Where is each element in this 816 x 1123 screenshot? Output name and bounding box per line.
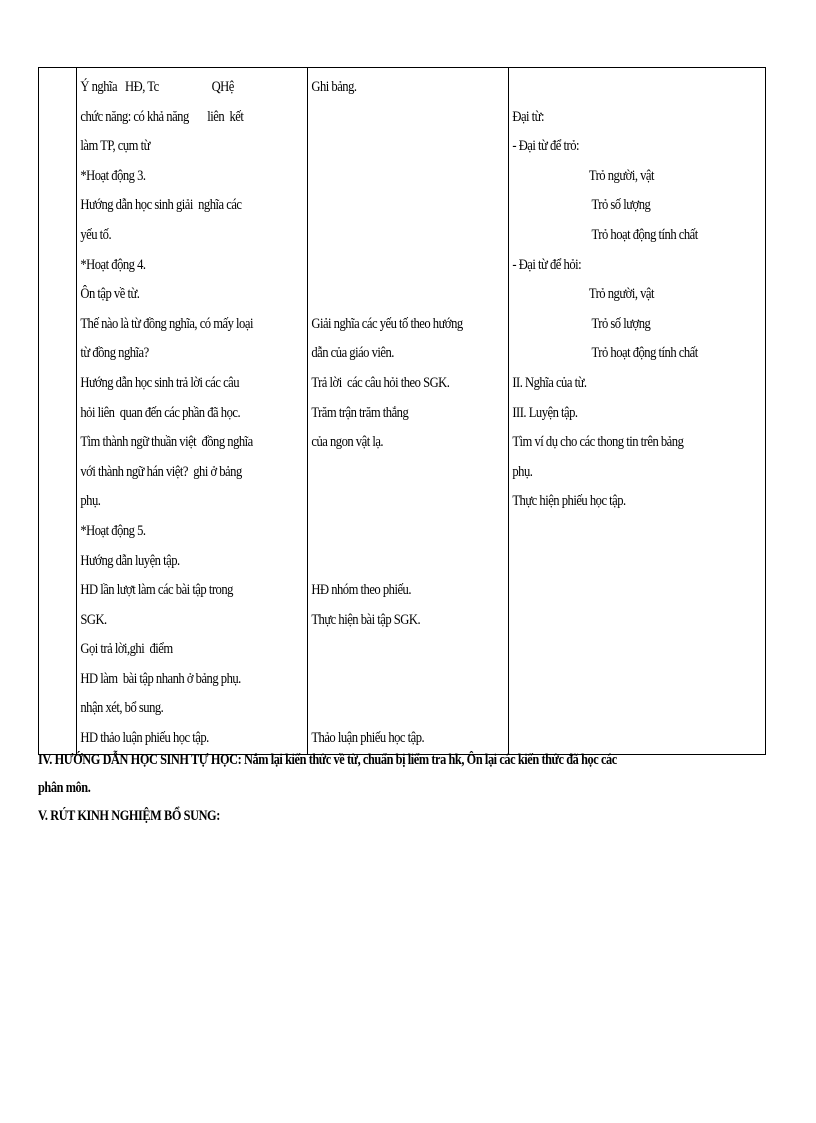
experience-notes-heading: V. RÚT KINH NGHIỆM BỔ SUNG: (38, 808, 220, 824)
lesson-content-line: Trỏ số lượng (512, 315, 651, 332)
student-activity-cell (308, 68, 509, 755)
student-activity-line (311, 251, 476, 281)
teacher-activity-line: Ôn tập về từ. (80, 286, 140, 303)
lesson-content-cell (509, 68, 766, 755)
index-cell (39, 68, 77, 755)
student-activity-line (311, 162, 476, 192)
lesson-content-line: - Đại từ để hỏi: (512, 256, 582, 273)
student-activity-line: HĐ nhóm theo phiếu. (311, 582, 411, 599)
teacher-activity-line: Hướng dẫn học sinh giải nghĩa các (80, 197, 242, 214)
lesson-content-line: Thực hiện phiếu học tập. (512, 493, 626, 510)
lesson-content-line: - Đại từ để trỏ: (512, 138, 580, 155)
student-activity-line (311, 635, 476, 665)
teacher-activity-line: với thành ngữ hán việt? ghi ở bảng (80, 463, 242, 480)
student-activity-line: của ngon vật lạ. (311, 434, 384, 451)
footer-section (38, 746, 778, 830)
student-activity-line (311, 103, 476, 133)
student-activity-line: Ghi bảng. (311, 79, 357, 95)
student-activity-line: Thực hiện bài tập SGK. (311, 611, 421, 628)
teacher-activity-line: HD thảo luận phiếu học tập. (80, 730, 209, 747)
student-activity-line (311, 694, 476, 724)
teacher-activity-line: HD lần lượt làm các bài tập trong (80, 582, 233, 599)
lesson-content-line: Trỏ người, vật (512, 286, 655, 303)
student-activity-line: Trả lời các câu hỏi theo SGK. (311, 374, 450, 391)
teacher-activity-line: *Hoạt động 5. (80, 522, 146, 539)
teacher-activity-line: từ đồng nghĩa? (80, 345, 149, 362)
teacher-activity-line: Gọi trả lời,ghi điểm (80, 641, 173, 658)
lesson-content-line: Tìm ví dụ cho các thong tin trên bảng (512, 434, 684, 451)
teacher-activity-text (77, 68, 270, 754)
lesson-content-line: II. Nghĩa của từ. (512, 374, 587, 391)
teacher-activity-line: *Hoạt động 3. (80, 167, 146, 184)
student-activity-line (311, 547, 476, 577)
self-study-guidance: IV. HƯỚNG DẪN HỌC SINH TỰ HỌC: Nắm lại kiến thức về từ, chuẩn bị liểm tra hk, Ôn lại các kiến thức đã học các (38, 752, 617, 768)
teacher-activity-line: Hướng dẫn học sinh trả lời các câu (80, 374, 240, 391)
lesson-plan-table (38, 67, 766, 755)
self-study-guidance-continued: phân môn. (38, 780, 91, 796)
lesson-content-line: Trỏ hoạt động tính chất (512, 226, 698, 243)
lesson-content-text (509, 68, 724, 517)
lesson-content-line: Trỏ người, vật (512, 167, 655, 184)
student-activity-line (311, 132, 476, 162)
student-activity-line (311, 458, 476, 488)
table-row (39, 68, 766, 755)
teacher-activity-cell (77, 68, 308, 755)
lesson-content-line: phụ. (512, 463, 533, 480)
lesson-content-line: Trỏ hoạt động tính chất (512, 345, 698, 362)
teacher-activity-line: chức năng: có khả năng liên kết (80, 108, 244, 125)
lesson-content-line: Trỏ số lượng (512, 197, 651, 214)
student-activity-line (311, 221, 476, 251)
teacher-activity-line: SGK. (80, 611, 107, 628)
teacher-activity-line: Thế nào là từ đồng nghĩa, có mấy loại (80, 315, 253, 332)
student-activity-line: Thảo luận phiếu học tập. (311, 730, 425, 747)
lesson-content-line: Đại từ: (512, 108, 545, 125)
teacher-activity-line: Tìm thành ngữ thuần việt đồng nghĩa (80, 434, 253, 451)
student-activity-line (311, 487, 476, 517)
student-activity-line: Trăm trận trăm thắng (311, 404, 409, 421)
lesson-content-line (512, 73, 724, 103)
teacher-activity-line: hỏi liên quan đến các phần đã học. (80, 404, 241, 421)
lesson-content-line: III. Luyện tập. (512, 404, 578, 421)
student-activity-line (311, 191, 476, 221)
teacher-activity-line: Hướng dẫn luyện tập. (80, 552, 180, 569)
teacher-activity-line: yếu tố. (80, 226, 112, 243)
student-activity-line (311, 665, 476, 695)
student-activity-line (311, 280, 476, 310)
student-activity-line: Giải nghĩa các yếu tố theo hướng (311, 315, 463, 332)
student-activity-text (308, 68, 476, 754)
teacher-activity-line: nhận xét, bổ sung. (80, 700, 164, 717)
student-activity-line: dẫn của giáo viên. (311, 345, 394, 362)
teacher-activity-line: *Hoạt động 4. (80, 256, 146, 273)
teacher-activity-line: HD làm bài tập nhanh ở bảng phụ. (80, 670, 241, 687)
teacher-activity-line: phụ. (80, 493, 101, 510)
teacher-activity-line: Ý nghĩa HĐ, Tc QHệ (80, 79, 234, 95)
student-activity-line (311, 517, 476, 547)
teacher-activity-line: làm TP, cụm từ (80, 138, 150, 155)
